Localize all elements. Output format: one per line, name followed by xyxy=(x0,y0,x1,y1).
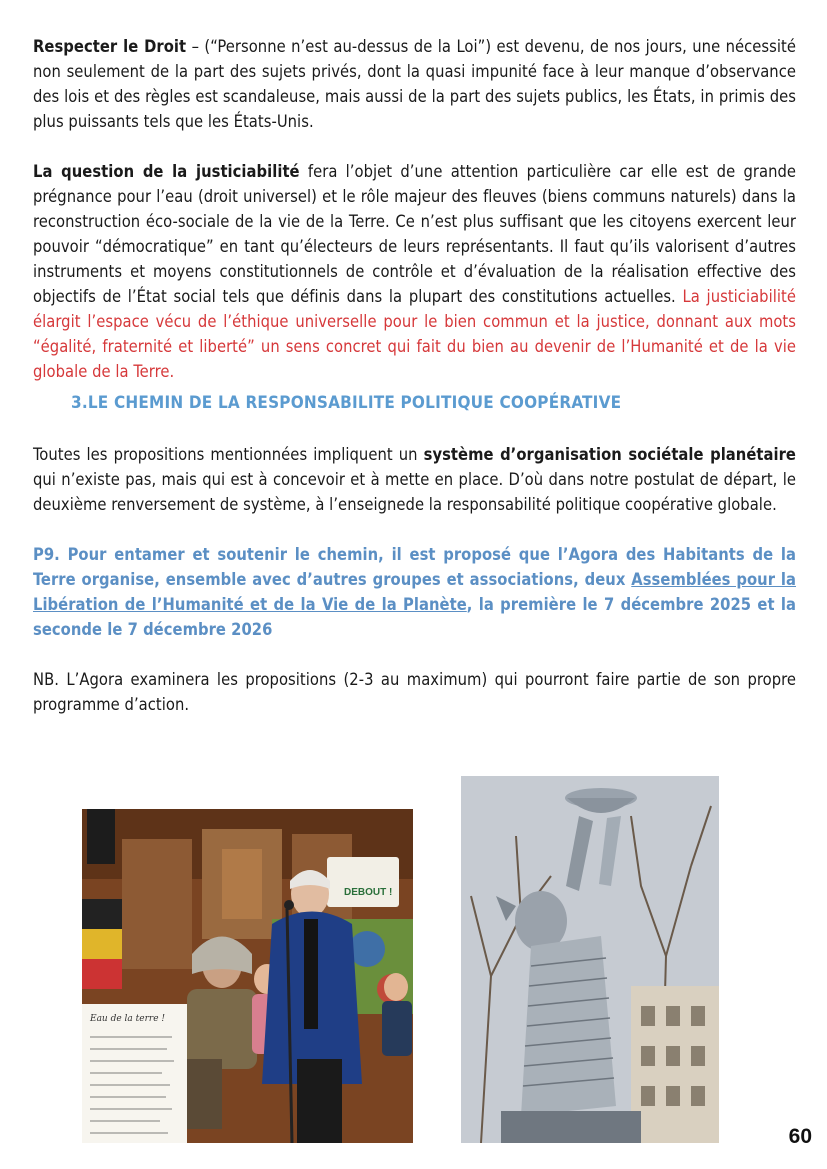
proposal-p9 xyxy=(33,542,796,642)
sign-text: DEBOUT ! xyxy=(344,887,393,898)
poster-text: Eau de la terre ! xyxy=(90,1014,165,1024)
paragraph-lead: Respecter le Droit xyxy=(33,37,187,56)
assemblees-link[interactable]: Assemblées pour la Libération de l’Humanité et de la Vie de la Planète xyxy=(33,570,796,614)
paragraph-text: qui n’existe pas, mais qui est à concevoir et à mette en place. D’où dans notre postulat de départ, le deuxième renversement de système, à l’enseignede la responsabilité politique coopérative globale. xyxy=(33,470,796,514)
page-content xyxy=(33,34,796,717)
proposal-text: , la première le 7 décembre 2025 et la seconde le 7 décembre 2026 xyxy=(33,595,796,639)
page-number: 60 xyxy=(788,1125,812,1148)
paragraph-respecter-le-droit xyxy=(33,34,796,134)
paragraph-text: – (“Personne n’est au-dessus de la Loi”) est devenu, de nos jours, une nécessité non seulement de la part des sujets privés, dont la quasi impunité face à leur manque d’observance des lois et des règles est scandaleuse, mais aussi de la part des sujets publics, les États, in primis des plus puissants tels que les États-Unis. xyxy=(33,37,796,131)
paragraph-lead: La question de la justiciabilité xyxy=(33,162,300,181)
highlighted-text: La justiciabilité élargit l’espace vécu de l’éthique universelle pour le bien commun et la justice, donnant aux mots “égalité, fraternité et liberté” un sens concret qui fait du bien au devenir de l’Humanité et de la vie globale de la Terre. xyxy=(33,287,796,381)
paragraph-text: Toutes les propositions mentionnées impliquent un xyxy=(33,445,424,464)
paragraph-nb: NB. L’Agora examinera les propositions (2-3 au maximum) qui pourront faire partie de son propre programme d’action. xyxy=(33,670,796,714)
photo-speaker-assembly xyxy=(82,809,413,1143)
photo-statue xyxy=(461,776,719,1143)
bold-phrase: système d’organisation sociétale planétaire xyxy=(423,445,796,464)
proposal-text: P9. Pour entamer et soutenir le chemin, il est proposé que l’Agora des Habitants de la Terre organise, ensemble avec d’autres groupes et associations, deux xyxy=(33,545,796,589)
paragraph-text: fera l’objet d’une attention particulière car elle est de grande prégnance pour l’eau (droit universel) et le rôle majeur des fleuves (biens communs naturels) dans la reconstruction éco-sociale de la vie de la Terre. Ce n’est plus suffisant que les citoyens exercent leur pouvoir “démocratique” en tant qu’électeurs de leurs représentants. Il faut qu’ils valorisent d’autres instruments et moyens constitutionnels de contrôle et d’évaluation de la réalisation effective des objectifs de l’État social tels que définis dans la plupart des constitutions actuelles. xyxy=(33,162,797,306)
paragraph-justiciabilite xyxy=(33,159,796,384)
paragraph-propositions xyxy=(33,442,796,517)
section-heading: 3.LE CHEMIN DE LA RESPONSABILITE POLITIQUE COOPÉRATIVE xyxy=(71,393,622,413)
